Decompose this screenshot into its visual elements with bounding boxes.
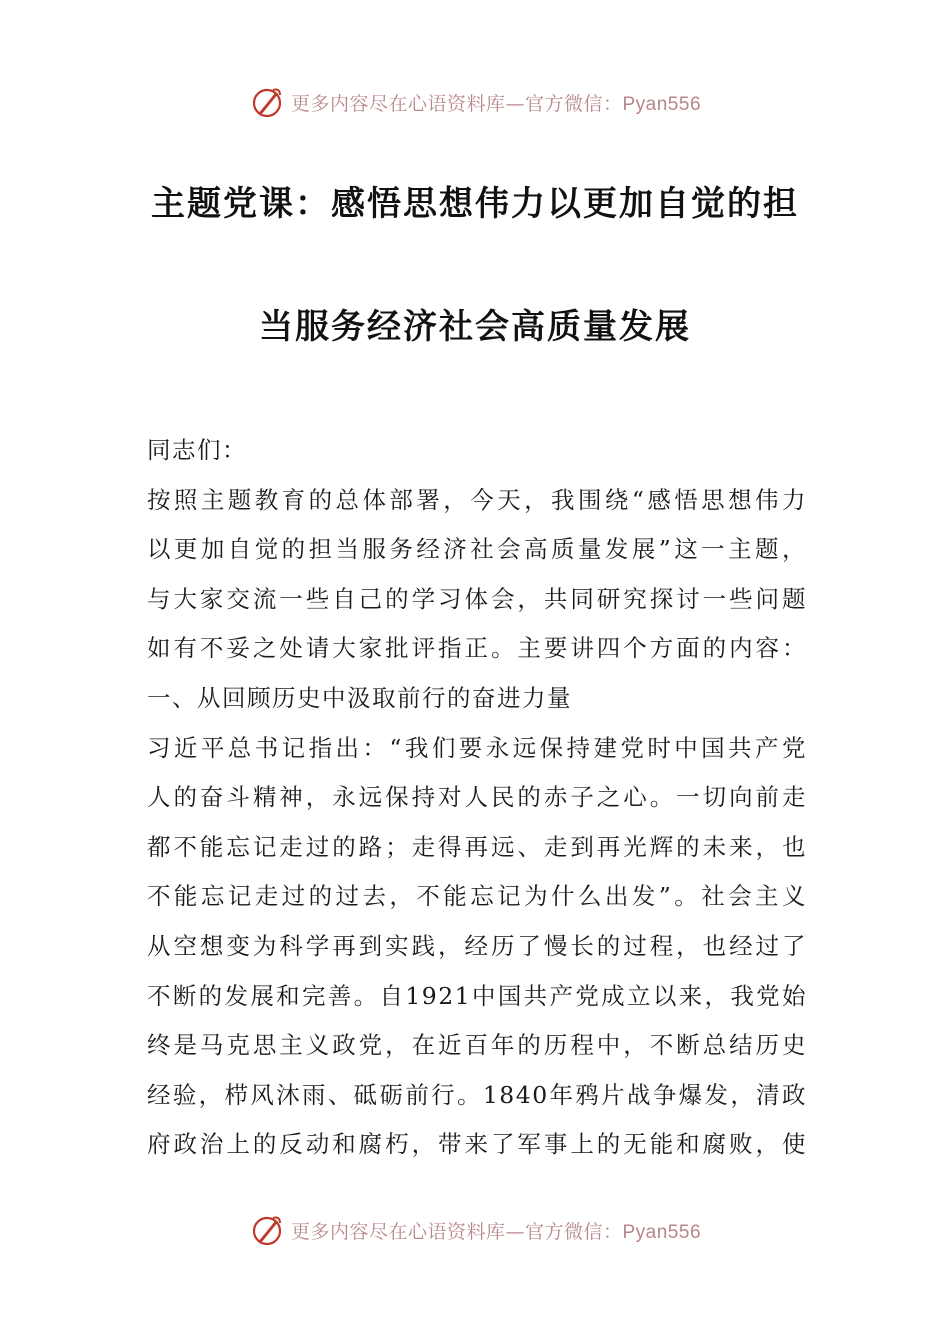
watermark-header bbox=[0, 82, 950, 122]
body-line: 从空想变为科学再到实践，经历了慢长的过程，也经过了 bbox=[147, 931, 807, 960]
body-line: 终是马克思主义政党，在近百年的历程中，不断总结历史 bbox=[147, 1031, 807, 1060]
body-line: 习近平总书记指出：“我们要永远保持建党时中国共产党 bbox=[147, 733, 807, 762]
body-line: 如有不妥之处请大家批评指正。主要讲四个方面的内容： bbox=[147, 634, 807, 663]
document-title-line-2: 当服务经济社会高质量发展 bbox=[259, 307, 691, 347]
body-line: 以更加自觉的担当服务经济社会高质量发展”这一主题， bbox=[147, 535, 807, 564]
watermark-wechat-id: Pyan556 bbox=[622, 1221, 702, 1243]
body-line: 都不能忘记走过的路；走得再远、走到再光辉的未来，也 bbox=[147, 832, 807, 861]
watermark-text: 更多内容尽在心语资料库—官方微信：Pyan556 bbox=[290, 1220, 702, 1243]
body-line: 按照主题教育的总体部署，今天，我围绕“感悟思想伟力 bbox=[147, 485, 807, 514]
document-title-line-1: 主题党课：感悟思想伟力以更加自觉的担 bbox=[151, 184, 799, 224]
body-line: 与大家交流一些自己的学习体会，共同研究探讨一些问题 bbox=[147, 584, 807, 613]
body-line: 人的奋斗精神，永远保持对人民的赤子之心。一切向前走 bbox=[147, 783, 807, 812]
body-line: 不断的发展和完善。自1921中国共产党成立以来，我党始 bbox=[147, 981, 807, 1010]
watermark-text: 更多内容尽在心语资料库—官方微信：Pyan556 bbox=[290, 92, 702, 115]
quill-pen-circle-icon bbox=[249, 1212, 285, 1248]
document-body bbox=[147, 426, 807, 1170]
watermark-footer bbox=[0, 1210, 950, 1250]
body-line: 府政治上的反动和腐朽，带来了军事上的无能和腐败，使 bbox=[147, 1130, 807, 1159]
quill-pen-circle-icon bbox=[249, 84, 285, 120]
watermark-wechat-id: Pyan556 bbox=[622, 93, 702, 115]
body-line: 经验，栉风沐雨、砥砺前行。1840年鸦片战争爆发，清政 bbox=[147, 1080, 807, 1109]
body-line: 不能忘记走过的过去，不能忘记为什么出发”。社会主义 bbox=[147, 882, 807, 911]
salutation: 同志们： bbox=[147, 436, 247, 464]
section-heading: 一、从回顾历史中汲取前行的奋进力量 bbox=[147, 683, 572, 712]
